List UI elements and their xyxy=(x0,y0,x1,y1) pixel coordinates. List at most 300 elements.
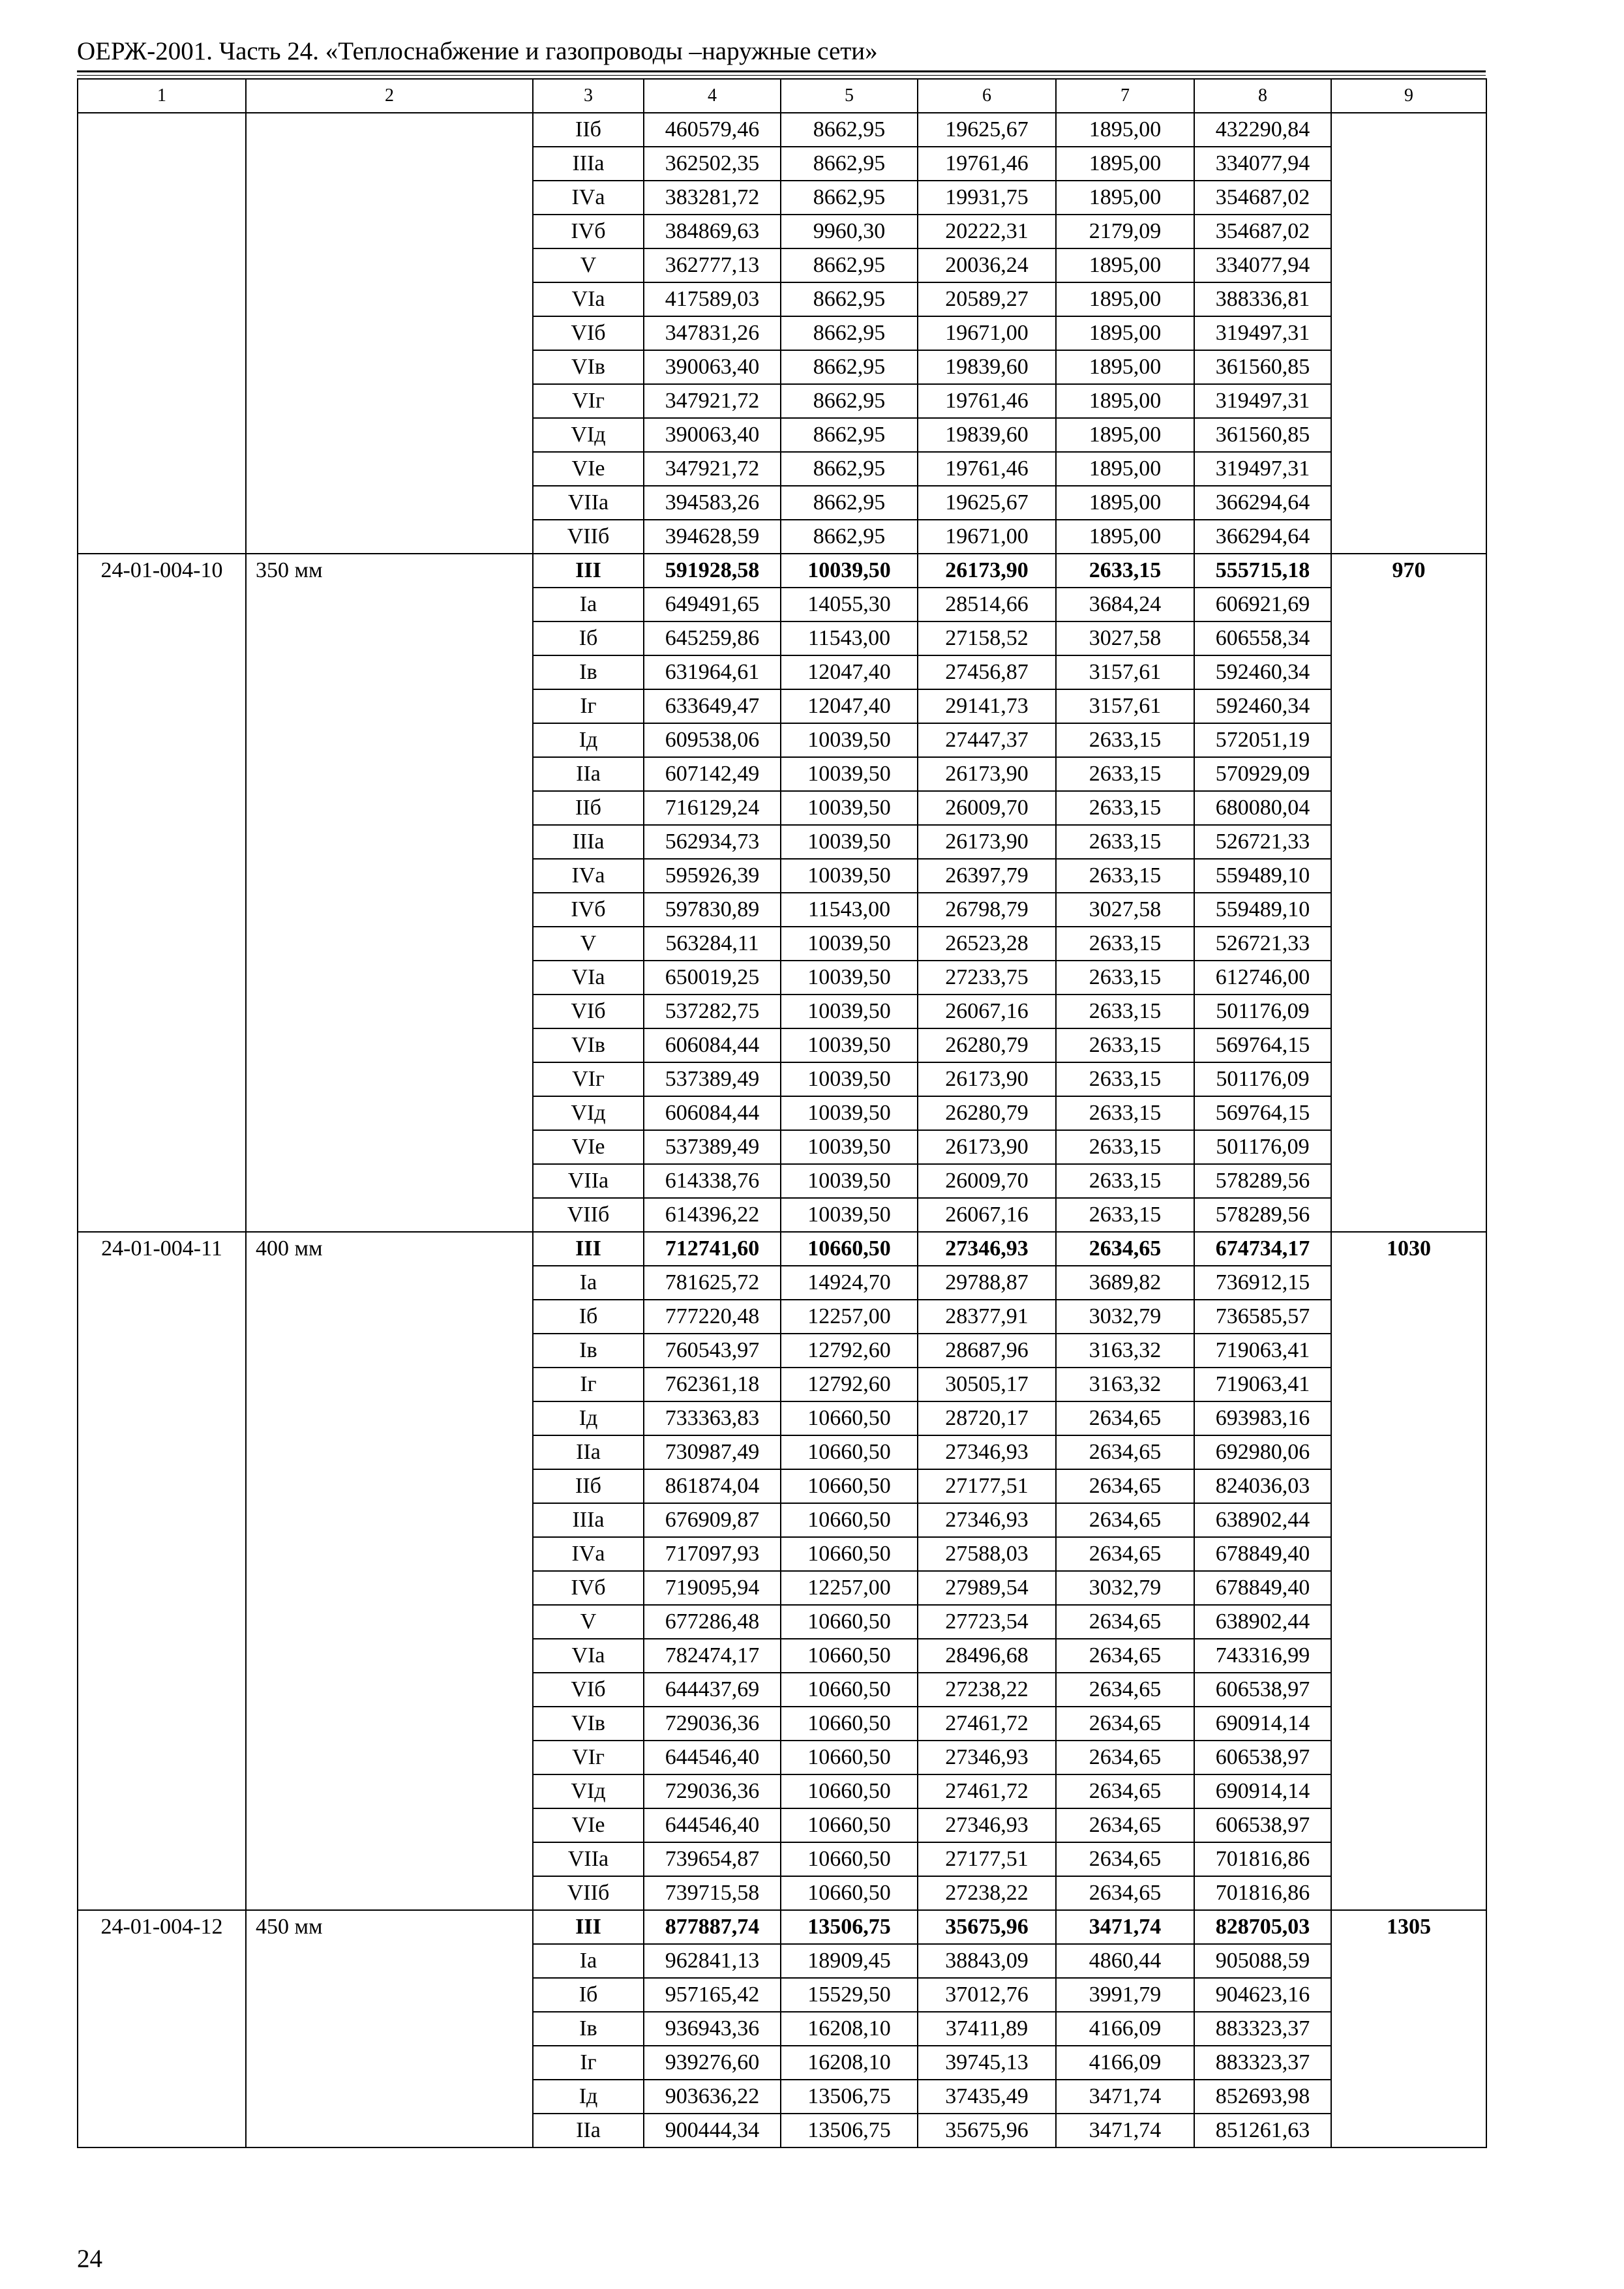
total-cell: 1030 xyxy=(1331,1232,1486,1910)
value-cell: 27177,51 xyxy=(918,1842,1056,1876)
value-cell: 1895,00 xyxy=(1056,181,1194,215)
code-cell: 24-01-004-10 xyxy=(78,554,246,1232)
header-rule-thin xyxy=(77,75,1486,76)
value-cell: 18909,45 xyxy=(781,1944,918,1978)
value-cell: 595926,39 xyxy=(644,859,781,893)
zone-cell: III xyxy=(533,554,644,588)
value-cell: 12257,00 xyxy=(781,1300,918,1334)
zone-cell: VIа xyxy=(533,961,644,995)
zone-cell: Iб xyxy=(533,1300,644,1334)
value-cell: 27177,51 xyxy=(918,1469,1056,1503)
value-cell: 1895,00 xyxy=(1056,384,1194,418)
zone-cell: VIг xyxy=(533,1741,644,1774)
zone-cell: IIб xyxy=(533,791,644,825)
value-cell: 347921,72 xyxy=(644,384,781,418)
value-cell: 334077,94 xyxy=(1194,147,1331,181)
value-cell: 10039,50 xyxy=(781,1164,918,1198)
value-cell: 739654,87 xyxy=(644,1842,781,1876)
value-cell: 27588,03 xyxy=(918,1537,1056,1571)
value-cell: 27989,54 xyxy=(918,1571,1056,1605)
value-cell: 883323,37 xyxy=(1194,2012,1331,2046)
zone-cell: IIа xyxy=(533,757,644,791)
value-cell: 10039,50 xyxy=(781,825,918,859)
zone-cell: VIг xyxy=(533,384,644,418)
zone-cell: VIг xyxy=(533,1062,644,1096)
value-cell: 1895,00 xyxy=(1056,113,1194,147)
value-cell: 10039,50 xyxy=(781,757,918,791)
value-cell: 2634,65 xyxy=(1056,1435,1194,1469)
value-cell: 383281,72 xyxy=(644,181,781,215)
value-cell: 28496,68 xyxy=(918,1639,1056,1673)
value-cell: 30505,17 xyxy=(918,1368,1056,1401)
value-cell: 501176,09 xyxy=(1194,995,1331,1028)
value-cell: 390063,40 xyxy=(644,418,781,452)
value-cell: 12047,40 xyxy=(781,655,918,689)
value-cell: 26173,90 xyxy=(918,757,1056,791)
value-cell: 824036,03 xyxy=(1194,1469,1331,1503)
value-cell: 14924,70 xyxy=(781,1266,918,1300)
value-cell: 16208,10 xyxy=(781,2046,918,2080)
value-cell: 957165,42 xyxy=(644,1978,781,2012)
table-row xyxy=(78,1910,1486,1944)
value-cell: 733363,83 xyxy=(644,1401,781,1435)
value-cell: 26523,28 xyxy=(918,927,1056,961)
zone-cell: III xyxy=(533,1910,644,1944)
name-cell: 450 мм xyxy=(246,1910,533,2147)
value-cell: 690914,14 xyxy=(1194,1707,1331,1741)
zone-cell: VIIб xyxy=(533,1198,644,1232)
value-cell: 1895,00 xyxy=(1056,452,1194,486)
value-cell: 2634,65 xyxy=(1056,1707,1194,1741)
value-cell: 2179,09 xyxy=(1056,215,1194,248)
zone-cell: Iв xyxy=(533,2012,644,2046)
value-cell: 644546,40 xyxy=(644,1808,781,1842)
value-cell: 13506,75 xyxy=(781,2114,918,2147)
value-cell: 10039,50 xyxy=(781,1198,918,1232)
value-cell: 537389,49 xyxy=(644,1062,781,1096)
value-cell: 432290,84 xyxy=(1194,113,1331,147)
column-number-cell: 7 xyxy=(1056,79,1194,113)
zone-cell: VIд xyxy=(533,1096,644,1130)
value-cell: 2633,15 xyxy=(1056,723,1194,757)
value-cell: 394583,26 xyxy=(644,486,781,520)
value-cell: 2633,15 xyxy=(1056,961,1194,995)
value-cell: 334077,94 xyxy=(1194,248,1331,282)
value-cell: 606538,97 xyxy=(1194,1673,1331,1707)
value-cell: 3027,58 xyxy=(1056,621,1194,655)
value-cell: 11543,00 xyxy=(781,893,918,927)
value-cell: 388336,81 xyxy=(1194,282,1331,316)
zone-cell: IVб xyxy=(533,215,644,248)
value-cell: 597830,89 xyxy=(644,893,781,927)
code-cell xyxy=(78,113,246,554)
value-cell: 760543,97 xyxy=(644,1334,781,1368)
value-cell: 10039,50 xyxy=(781,995,918,1028)
code-cell: 24-01-004-11 xyxy=(78,1232,246,1910)
value-cell: 10660,50 xyxy=(781,1808,918,1842)
value-cell: 10660,50 xyxy=(781,1435,918,1469)
value-cell: 2634,65 xyxy=(1056,1537,1194,1571)
value-cell: 19671,00 xyxy=(918,520,1056,554)
zone-cell: VIе xyxy=(533,1130,644,1164)
value-cell: 354687,02 xyxy=(1194,215,1331,248)
value-cell: 904623,16 xyxy=(1194,1978,1331,2012)
value-cell: 14055,30 xyxy=(781,588,918,621)
value-cell: 8662,95 xyxy=(781,384,918,418)
zone-cell: VIIа xyxy=(533,1842,644,1876)
value-cell: 883323,37 xyxy=(1194,2046,1331,2080)
value-cell: 606084,44 xyxy=(644,1028,781,1062)
value-cell: 851261,63 xyxy=(1194,2114,1331,2147)
column-number-cell: 3 xyxy=(533,79,644,113)
value-cell: 10039,50 xyxy=(781,791,918,825)
value-cell: 26397,79 xyxy=(918,859,1056,893)
value-cell: 633649,47 xyxy=(644,689,781,723)
value-cell: 390063,40 xyxy=(644,350,781,384)
zone-cell: VIIа xyxy=(533,1164,644,1198)
value-cell: 26280,79 xyxy=(918,1028,1056,1062)
value-cell: 35675,96 xyxy=(918,1910,1056,1944)
value-cell: 26798,79 xyxy=(918,893,1056,927)
value-cell: 8662,95 xyxy=(781,418,918,452)
column-number-cell: 1 xyxy=(78,79,246,113)
value-cell: 526721,33 xyxy=(1194,825,1331,859)
zone-cell: VIв xyxy=(533,350,644,384)
value-cell: 10660,50 xyxy=(781,1232,918,1266)
value-cell: 730987,49 xyxy=(644,1435,781,1469)
value-cell: 417589,03 xyxy=(644,282,781,316)
value-cell: 592460,34 xyxy=(1194,689,1331,723)
value-cell: 27723,54 xyxy=(918,1605,1056,1639)
value-cell: 3684,24 xyxy=(1056,588,1194,621)
value-cell: 644437,69 xyxy=(644,1673,781,1707)
value-cell: 10039,50 xyxy=(781,723,918,757)
zone-cell: Iг xyxy=(533,1368,644,1401)
value-cell: 678849,40 xyxy=(1194,1537,1331,1571)
value-cell: 570929,09 xyxy=(1194,757,1331,791)
table-row xyxy=(78,113,1486,147)
value-cell: 1895,00 xyxy=(1056,486,1194,520)
value-cell: 638902,44 xyxy=(1194,1503,1331,1537)
value-cell: 10039,50 xyxy=(781,554,918,588)
value-cell: 1895,00 xyxy=(1056,520,1194,554)
value-cell: 2633,15 xyxy=(1056,859,1194,893)
value-cell: 569764,15 xyxy=(1194,1028,1331,1062)
value-cell: 3032,79 xyxy=(1056,1300,1194,1334)
name-cell xyxy=(246,113,533,554)
value-cell: 16208,10 xyxy=(781,2012,918,2046)
zone-cell: VIIа xyxy=(533,486,644,520)
zone-cell: VIв xyxy=(533,1707,644,1741)
value-cell: 10660,50 xyxy=(781,1605,918,1639)
value-cell: 12792,60 xyxy=(781,1368,918,1401)
value-cell: 10039,50 xyxy=(781,1062,918,1096)
value-cell: 690914,14 xyxy=(1194,1774,1331,1808)
value-cell: 10039,50 xyxy=(781,1130,918,1164)
value-cell: 10660,50 xyxy=(781,1469,918,1503)
value-cell: 736585,57 xyxy=(1194,1300,1331,1334)
value-cell: 13506,75 xyxy=(781,2080,918,2114)
value-cell: 712741,60 xyxy=(644,1232,781,1266)
value-cell: 26173,90 xyxy=(918,825,1056,859)
zone-cell: IIа xyxy=(533,2114,644,2147)
value-cell: 905088,59 xyxy=(1194,1944,1331,1978)
zone-cell: VIб xyxy=(533,1673,644,1707)
value-cell: 743316,99 xyxy=(1194,1639,1331,1673)
value-cell: 19761,46 xyxy=(918,384,1056,418)
value-cell: 729036,36 xyxy=(644,1774,781,1808)
value-cell: 10039,50 xyxy=(781,961,918,995)
value-cell: 2634,65 xyxy=(1056,1232,1194,1266)
zone-cell: VIе xyxy=(533,452,644,486)
value-cell: 26009,70 xyxy=(918,1164,1056,1198)
value-cell: 1895,00 xyxy=(1056,418,1194,452)
value-cell: 8662,95 xyxy=(781,248,918,282)
value-cell: 8662,95 xyxy=(781,282,918,316)
value-cell: 384869,63 xyxy=(644,215,781,248)
value-cell: 2633,15 xyxy=(1056,757,1194,791)
value-cell: 680080,04 xyxy=(1194,791,1331,825)
value-cell: 361560,85 xyxy=(1194,350,1331,384)
value-cell: 2634,65 xyxy=(1056,1605,1194,1639)
value-cell: 27346,93 xyxy=(918,1503,1056,1537)
value-cell: 606084,44 xyxy=(644,1096,781,1130)
zone-cell: VIб xyxy=(533,316,644,350)
value-cell: 861874,04 xyxy=(644,1469,781,1503)
zone-cell: IVа xyxy=(533,181,644,215)
value-cell: 4166,09 xyxy=(1056,2046,1194,2080)
value-cell: 2634,65 xyxy=(1056,1673,1194,1707)
value-cell: 28720,17 xyxy=(918,1401,1056,1435)
value-cell: 10660,50 xyxy=(781,1707,918,1741)
value-cell: 39745,13 xyxy=(918,2046,1056,2080)
zone-cell: IIIа xyxy=(533,825,644,859)
value-cell: 26280,79 xyxy=(918,1096,1056,1130)
value-cell: 26173,90 xyxy=(918,1062,1056,1096)
zone-cell: IIIа xyxy=(533,147,644,181)
value-cell: 2633,15 xyxy=(1056,1198,1194,1232)
value-cell: 27238,22 xyxy=(918,1673,1056,1707)
zone-cell: III xyxy=(533,1232,644,1266)
value-cell: 8662,95 xyxy=(781,350,918,384)
value-cell: 460579,46 xyxy=(644,113,781,147)
value-cell: 1895,00 xyxy=(1056,147,1194,181)
value-cell: 3163,32 xyxy=(1056,1368,1194,1401)
zone-cell: V xyxy=(533,927,644,961)
value-cell: 27461,72 xyxy=(918,1774,1056,1808)
zone-cell: VIIб xyxy=(533,1876,644,1910)
value-cell: 19625,67 xyxy=(918,113,1056,147)
value-cell: 37411,89 xyxy=(918,2012,1056,2046)
zone-cell: V xyxy=(533,1605,644,1639)
table-row xyxy=(78,1232,1486,1266)
value-cell: 1895,00 xyxy=(1056,350,1194,384)
zone-cell: V xyxy=(533,248,644,282)
value-cell: 10660,50 xyxy=(781,1842,918,1876)
zone-cell: IIб xyxy=(533,113,644,147)
value-cell: 28514,66 xyxy=(918,588,1056,621)
zone-cell: Iа xyxy=(533,1266,644,1300)
zone-cell: Iа xyxy=(533,588,644,621)
value-cell: 2633,15 xyxy=(1056,791,1194,825)
value-cell: 10660,50 xyxy=(781,1503,918,1537)
zone-cell: IIа xyxy=(533,1435,644,1469)
zone-cell: VIд xyxy=(533,418,644,452)
value-cell: 35675,96 xyxy=(918,2114,1056,2147)
page-header: ОЕРЖ-2001. Часть 24. «Теплоснабжение и газопроводы –наружные сети» xyxy=(77,37,878,65)
value-cell: 10039,50 xyxy=(781,859,918,893)
value-cell: 903636,22 xyxy=(644,2080,781,2114)
value-cell: 762361,18 xyxy=(644,1368,781,1401)
value-cell: 1895,00 xyxy=(1056,316,1194,350)
value-cell: 501176,09 xyxy=(1194,1130,1331,1164)
value-cell: 361560,85 xyxy=(1194,418,1331,452)
value-cell: 4860,44 xyxy=(1056,1944,1194,1978)
column-number-row xyxy=(78,79,1486,113)
value-cell: 2634,65 xyxy=(1056,1741,1194,1774)
value-cell: 962841,13 xyxy=(644,1944,781,1978)
value-cell: 591928,58 xyxy=(644,554,781,588)
zone-cell: Iд xyxy=(533,723,644,757)
value-cell: 15529,50 xyxy=(781,1978,918,2012)
value-cell: 692980,06 xyxy=(1194,1435,1331,1469)
value-cell: 26067,16 xyxy=(918,1198,1056,1232)
total-cell: 1305 xyxy=(1331,1910,1486,2147)
value-cell: 20589,27 xyxy=(918,282,1056,316)
value-cell: 37012,76 xyxy=(918,1978,1056,2012)
value-cell: 319497,31 xyxy=(1194,384,1331,418)
value-cell: 2634,65 xyxy=(1056,1469,1194,1503)
value-cell: 19671,00 xyxy=(918,316,1056,350)
value-cell: 2634,65 xyxy=(1056,1774,1194,1808)
rates-table xyxy=(77,78,1487,2148)
value-cell: 10660,50 xyxy=(781,1876,918,1910)
value-cell: 2633,15 xyxy=(1056,1164,1194,1198)
value-cell: 27461,72 xyxy=(918,1707,1056,1741)
value-cell: 12047,40 xyxy=(781,689,918,723)
value-cell: 781625,72 xyxy=(644,1266,781,1300)
value-cell: 650019,25 xyxy=(644,961,781,995)
value-cell: 3471,74 xyxy=(1056,2080,1194,2114)
value-cell: 2633,15 xyxy=(1056,825,1194,859)
value-cell: 717097,93 xyxy=(644,1537,781,1571)
value-cell: 27346,93 xyxy=(918,1232,1056,1266)
value-cell: 27346,93 xyxy=(918,1435,1056,1469)
value-cell: 537389,49 xyxy=(644,1130,781,1164)
value-cell: 1895,00 xyxy=(1056,282,1194,316)
value-cell: 936943,36 xyxy=(644,2012,781,2046)
zone-cell: Iб xyxy=(533,621,644,655)
value-cell: 559489,10 xyxy=(1194,893,1331,927)
value-cell: 638902,44 xyxy=(1194,1605,1331,1639)
value-cell: 354687,02 xyxy=(1194,181,1331,215)
value-cell: 8662,95 xyxy=(781,520,918,554)
column-number-cell: 4 xyxy=(644,79,781,113)
zone-cell: Iд xyxy=(533,2080,644,2114)
value-cell: 614338,76 xyxy=(644,1164,781,1198)
value-cell: 777220,48 xyxy=(644,1300,781,1334)
value-cell: 366294,64 xyxy=(1194,520,1331,554)
value-cell: 649491,65 xyxy=(644,588,781,621)
value-cell: 526721,33 xyxy=(1194,927,1331,961)
value-cell: 10039,50 xyxy=(781,1028,918,1062)
zone-cell: Iд xyxy=(533,1401,644,1435)
value-cell: 2633,15 xyxy=(1056,554,1194,588)
value-cell: 29141,73 xyxy=(918,689,1056,723)
value-cell: 677286,48 xyxy=(644,1605,781,1639)
total-cell: 970 xyxy=(1331,554,1486,1232)
value-cell: 19839,60 xyxy=(918,350,1056,384)
value-cell: 4166,09 xyxy=(1056,2012,1194,2046)
zone-cell: Iв xyxy=(533,1334,644,1368)
name-cell: 350 мм xyxy=(246,554,533,1232)
zone-cell: IVа xyxy=(533,1537,644,1571)
value-cell: 319497,31 xyxy=(1194,452,1331,486)
value-cell: 2633,15 xyxy=(1056,927,1194,961)
value-cell: 606558,34 xyxy=(1194,621,1331,655)
value-cell: 3471,74 xyxy=(1056,2114,1194,2147)
zone-cell: IVа xyxy=(533,859,644,893)
value-cell: 19761,46 xyxy=(918,147,1056,181)
value-cell: 11543,00 xyxy=(781,621,918,655)
column-number-cell: 8 xyxy=(1194,79,1331,113)
value-cell: 3157,61 xyxy=(1056,655,1194,689)
value-cell: 20036,24 xyxy=(918,248,1056,282)
value-cell: 2633,15 xyxy=(1056,1096,1194,1130)
value-cell: 10660,50 xyxy=(781,1774,918,1808)
value-cell: 555715,18 xyxy=(1194,554,1331,588)
value-cell: 2633,15 xyxy=(1056,995,1194,1028)
value-cell: 10039,50 xyxy=(781,927,918,961)
value-cell: 828705,03 xyxy=(1194,1910,1331,1944)
value-cell: 362777,13 xyxy=(644,248,781,282)
value-cell: 27233,75 xyxy=(918,961,1056,995)
value-cell: 3032,79 xyxy=(1056,1571,1194,1605)
zone-cell: IIб xyxy=(533,1469,644,1503)
zone-cell: VIб xyxy=(533,995,644,1028)
value-cell: 28687,96 xyxy=(918,1334,1056,1368)
value-cell: 719063,41 xyxy=(1194,1334,1331,1368)
value-cell: 729036,36 xyxy=(644,1707,781,1741)
value-cell: 614396,22 xyxy=(644,1198,781,1232)
value-cell: 3163,32 xyxy=(1056,1334,1194,1368)
value-cell: 645259,86 xyxy=(644,621,781,655)
value-cell: 569764,15 xyxy=(1194,1096,1331,1130)
value-cell: 27346,93 xyxy=(918,1808,1056,1842)
value-cell: 3157,61 xyxy=(1056,689,1194,723)
value-cell: 3689,82 xyxy=(1056,1266,1194,1300)
value-cell: 8662,95 xyxy=(781,147,918,181)
value-cell: 719095,94 xyxy=(644,1571,781,1605)
value-cell: 20222,31 xyxy=(918,215,1056,248)
value-cell: 19625,67 xyxy=(918,486,1056,520)
value-cell: 10660,50 xyxy=(781,1639,918,1673)
value-cell: 852693,98 xyxy=(1194,2080,1331,2114)
value-cell: 8662,95 xyxy=(781,452,918,486)
value-cell: 27238,22 xyxy=(918,1876,1056,1910)
value-cell: 347831,26 xyxy=(644,316,781,350)
value-cell: 609538,06 xyxy=(644,723,781,757)
value-cell: 27447,37 xyxy=(918,723,1056,757)
value-cell: 26173,90 xyxy=(918,554,1056,588)
value-cell: 26067,16 xyxy=(918,995,1056,1028)
zone-cell: Iа xyxy=(533,1944,644,1978)
value-cell: 394628,59 xyxy=(644,520,781,554)
value-cell: 606538,97 xyxy=(1194,1741,1331,1774)
value-cell: 739715,58 xyxy=(644,1876,781,1910)
zone-cell: VIIб xyxy=(533,520,644,554)
value-cell: 10660,50 xyxy=(781,1673,918,1707)
